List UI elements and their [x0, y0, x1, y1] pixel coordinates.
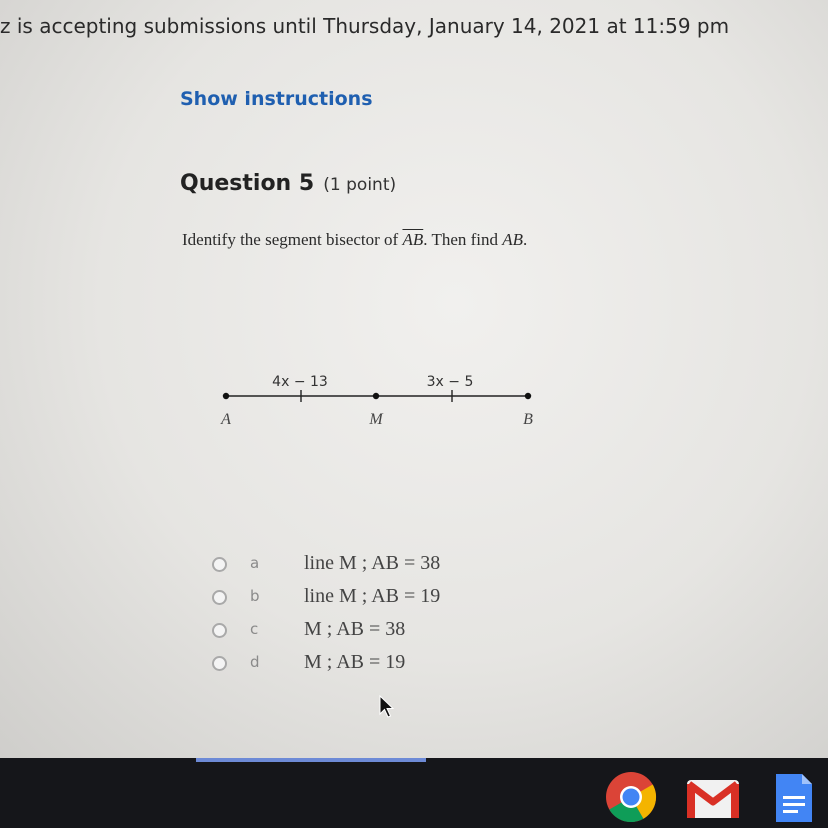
option-letter: b [250, 587, 260, 605]
option-letter: c [250, 620, 259, 638]
show-instructions-link[interactable]: Show instructions [180, 88, 373, 110]
point-b-dot [525, 393, 531, 399]
option-a[interactable] [212, 548, 441, 581]
option-c[interactable] [212, 614, 406, 647]
answer-options [212, 548, 441, 680]
left-expression: 4x − 13 [272, 374, 328, 390]
prompt-text-2: . Then find [423, 230, 503, 249]
question-points: (1 point) [323, 175, 397, 195]
question-header [180, 171, 396, 196]
point-b-label: B [523, 411, 533, 428]
prompt-find: AB [502, 230, 524, 249]
question-title: Question 5 [180, 171, 315, 196]
right-expression: 3x − 5 [426, 374, 474, 390]
option-letter: d [250, 653, 260, 671]
radio-c[interactable] [212, 623, 227, 638]
point-m-label: M [369, 411, 383, 428]
active-window-indicator [196, 758, 426, 762]
radio-a[interactable] [212, 557, 227, 572]
segment-ab: $\overline{AB}$ [402, 230, 424, 249]
point-m-dot [373, 393, 379, 399]
option-letter: a [250, 554, 260, 572]
option-b[interactable] [212, 581, 441, 614]
option-text: line M ; AB = 38 [304, 552, 441, 574]
point-a-dot [223, 393, 229, 399]
prompt-text: Identify the segment bisector of [182, 230, 403, 249]
question-prompt [182, 230, 527, 250]
option-text: M ; AB = 38 [304, 618, 406, 640]
submission-banner: z is accepting submissions until Thursday, January 14, 2021 at 11:59 pm [0, 14, 730, 38]
radio-d[interactable] [212, 656, 227, 671]
segment-diagram [200, 362, 560, 432]
mouse-pointer-icon [378, 694, 396, 720]
docs-icon[interactable] [774, 772, 814, 824]
radio-b[interactable] [212, 590, 227, 605]
point-a-label: A [221, 411, 231, 428]
taskbar-shelf [0, 758, 828, 828]
option-d[interactable] [212, 647, 406, 680]
prompt-end: . [523, 230, 528, 249]
option-text: M ; AB = 19 [304, 651, 406, 673]
option-text: line M ; AB = 19 [304, 585, 441, 607]
gmail-icon[interactable] [685, 778, 741, 820]
chrome-icon[interactable] [604, 770, 658, 824]
